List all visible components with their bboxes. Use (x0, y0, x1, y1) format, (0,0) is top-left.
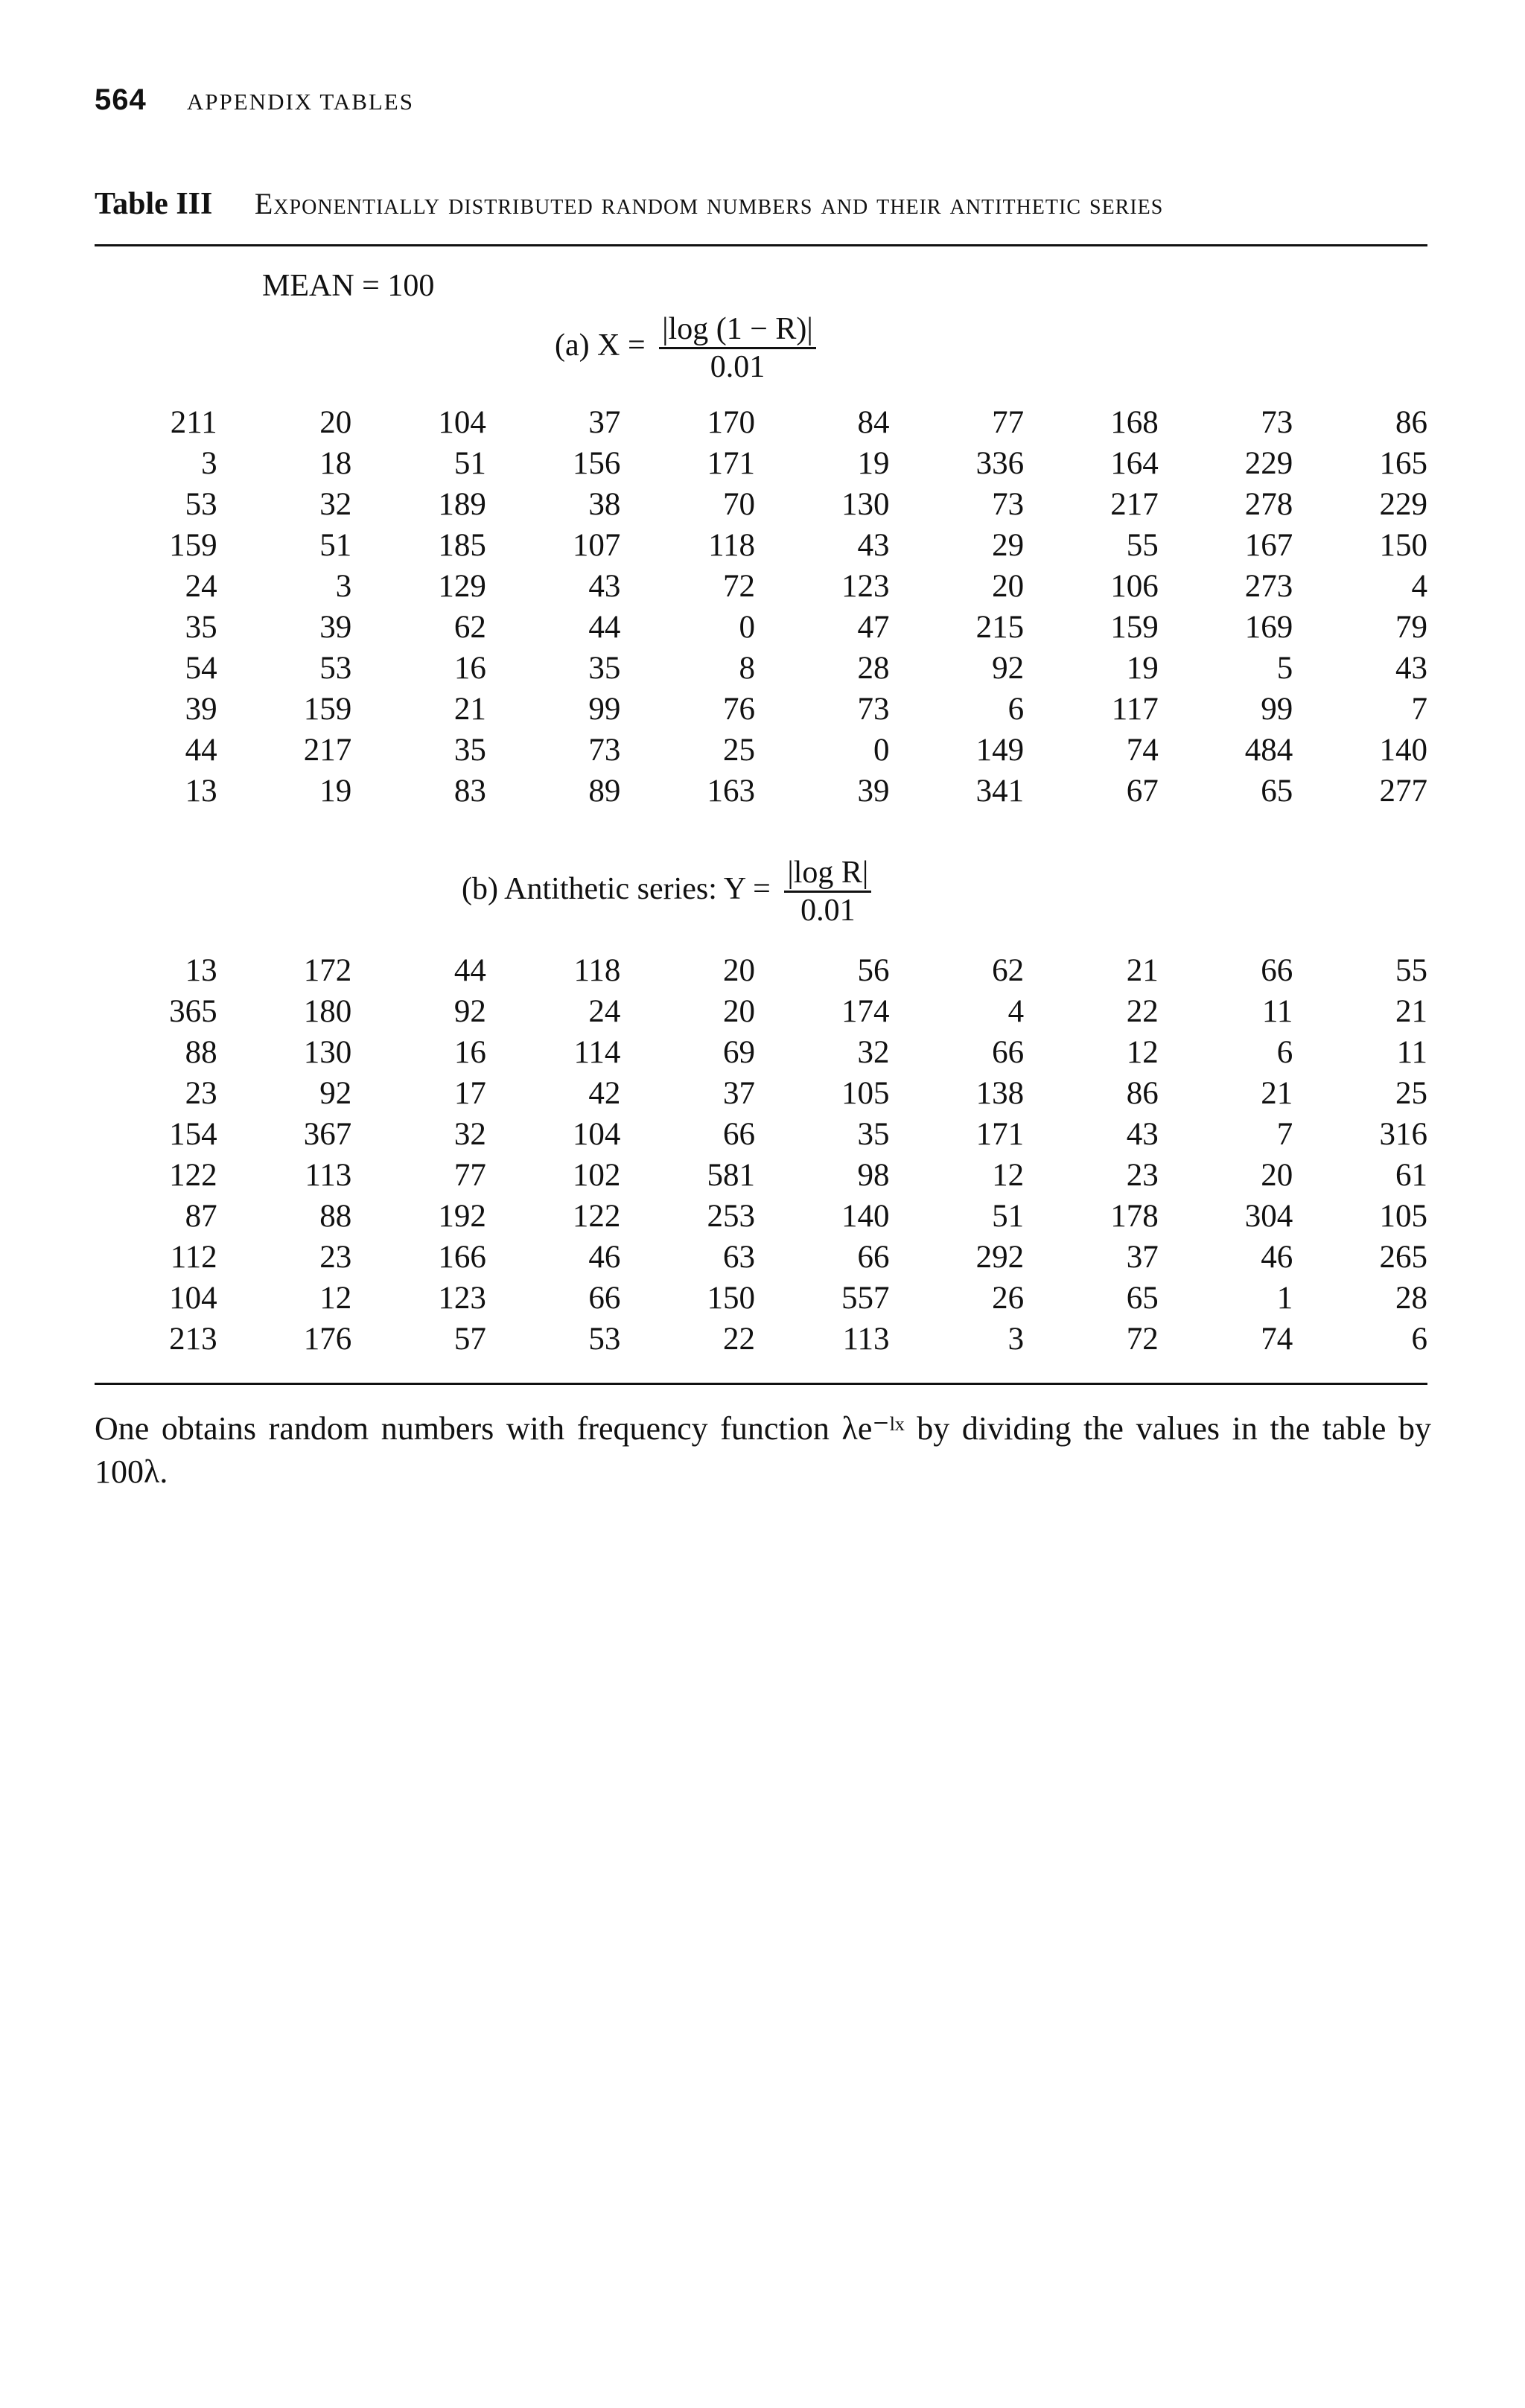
table-cell: 367 (303, 1117, 352, 1152)
table-title: Exponentially distributed random numbers and their antithetic series (254, 187, 1164, 220)
table-cell: 66 (722, 1117, 755, 1152)
table-cell: 99 (1261, 692, 1293, 727)
table-cell: 73 (857, 692, 890, 727)
table-cell: 122 (572, 1199, 621, 1234)
table-cell: 89 (588, 774, 621, 809)
table-cell: 32 (857, 1035, 890, 1070)
table-cell: 99 (588, 692, 621, 727)
table-label: Table III (95, 187, 213, 221)
table-cell: 122 (169, 1158, 217, 1193)
table-cell: 102 (572, 1158, 621, 1193)
table-cell: 156 (572, 446, 621, 481)
table-row (95, 950, 1427, 991)
table-cell: 169 (1244, 610, 1293, 645)
table-cell: 23 (185, 1076, 217, 1111)
table-cell: 130 (303, 1035, 352, 1070)
table-cell: 38 (588, 487, 621, 522)
table-cell: 37 (722, 1076, 755, 1111)
table-cell: 88 (185, 1035, 217, 1070)
table-cell: 79 (1395, 610, 1427, 645)
table-cell: 316 (1379, 1117, 1427, 1152)
table-cell: 74 (1126, 733, 1159, 768)
table-cell: 217 (303, 733, 352, 768)
table-cell: 92 (453, 994, 486, 1029)
table-cell: 42 (588, 1076, 621, 1111)
table-cell: 53 (588, 1322, 621, 1357)
running-head (95, 83, 414, 117)
table-cell: 28 (1395, 1281, 1427, 1316)
table-cell: 253 (707, 1199, 755, 1234)
table-cell: 129 (438, 569, 486, 604)
table-cell: 47 (857, 610, 890, 645)
top-rule (95, 244, 1427, 246)
table-cell: 44 (453, 953, 486, 988)
table-cell: 22 (1126, 994, 1159, 1029)
table-cell: 1 (1276, 1281, 1293, 1316)
bottom-rule (95, 1383, 1427, 1385)
table-row (95, 1237, 1427, 1278)
table-cell: 77 (453, 1158, 486, 1193)
table-cell: 4 (1007, 994, 1025, 1029)
table-cell: 39 (319, 610, 352, 645)
table-row (95, 648, 1427, 689)
table-cell: 20 (722, 953, 755, 988)
table-cell: 4 (1411, 569, 1427, 604)
table-row (95, 689, 1427, 730)
table-cell: 44 (185, 733, 217, 768)
table-cell: 63 (722, 1240, 755, 1275)
table-row (95, 525, 1427, 566)
table-cell: 105 (1379, 1199, 1427, 1234)
table-cell: 106 (1110, 569, 1159, 604)
formula-b-fraction (784, 855, 871, 929)
formula-a (555, 311, 816, 385)
table-cell: 130 (841, 487, 890, 522)
table-cell: 13 (185, 774, 217, 809)
table-cell: 74 (1261, 1322, 1293, 1357)
table-cell: 7 (1411, 692, 1427, 727)
table-cell: 20 (319, 405, 352, 440)
table-row (95, 566, 1427, 607)
table-cell: 213 (169, 1322, 217, 1357)
table-cell: 164 (1110, 446, 1159, 481)
table-cell: 171 (707, 446, 755, 481)
table-cell: 17 (453, 1076, 486, 1111)
table-cell: 278 (1244, 487, 1293, 522)
table-cell: 176 (303, 1322, 352, 1357)
table-cell: 87 (185, 1199, 217, 1234)
table-cell: 20 (722, 994, 755, 1029)
table-cell: 62 (992, 953, 1025, 988)
table-cell: 72 (1126, 1322, 1159, 1357)
table-row (95, 402, 1427, 443)
table-cell: 43 (1395, 651, 1427, 686)
table-cell: 170 (707, 405, 755, 440)
table-cell: 86 (1126, 1076, 1159, 1111)
table-row (95, 1155, 1427, 1196)
table-cell: 25 (1395, 1076, 1427, 1111)
table-cell: 72 (722, 569, 755, 604)
table-cell: 67 (1126, 774, 1159, 809)
table-cell: 159 (303, 692, 352, 727)
table-cell: 107 (572, 528, 621, 563)
table-row (95, 443, 1427, 484)
table-cell: 21 (1395, 994, 1427, 1029)
table-row (95, 484, 1427, 525)
table-row (95, 771, 1427, 812)
table-cell: 138 (975, 1076, 1025, 1111)
table-cell: 336 (975, 446, 1025, 481)
table-cell: 84 (857, 405, 890, 440)
table-cell: 21 (1126, 953, 1159, 988)
table-cell: 12 (992, 1158, 1025, 1193)
formula-b-numerator: |log R| (784, 855, 871, 893)
table-cell: 166 (438, 1240, 486, 1275)
table-cell: 167 (1244, 528, 1293, 563)
table-cell: 277 (1379, 774, 1427, 809)
table-cell: 19 (857, 446, 890, 481)
table-row (95, 1319, 1427, 1360)
table-row (95, 1073, 1427, 1114)
table-cell: 140 (1379, 733, 1427, 768)
table-row (95, 607, 1427, 648)
formula-a-denominator: 0.01 (710, 350, 765, 384)
table-cell: 11 (1396, 1035, 1427, 1070)
table-cell: 16 (453, 651, 486, 686)
table-cell: 165 (1379, 446, 1427, 481)
table-cell: 172 (303, 953, 352, 988)
table-cell: 65 (1126, 1281, 1159, 1316)
table-cell: 0 (873, 733, 890, 768)
table-cell: 185 (438, 528, 486, 563)
table-cell: 22 (722, 1322, 755, 1357)
table-cell: 174 (841, 994, 890, 1029)
table-cell: 92 (319, 1076, 352, 1111)
table-cell: 118 (573, 953, 621, 988)
running-head-title: APPENDIX TABLES (186, 89, 414, 115)
table-cell: 581 (707, 1158, 755, 1193)
table-cell: 5 (1276, 651, 1293, 686)
table-cell: 88 (319, 1199, 352, 1234)
table-cell: 51 (319, 528, 352, 563)
table-cell: 11 (1261, 994, 1293, 1029)
table-cell: 44 (588, 610, 621, 645)
table-cell: 24 (588, 994, 621, 1029)
table-cell: 104 (572, 1117, 621, 1152)
table-cell: 98 (857, 1158, 890, 1193)
table-cell: 37 (1126, 1240, 1159, 1275)
table-cell: 159 (169, 528, 217, 563)
table-cell: 51 (992, 1199, 1025, 1234)
table-cell: 65 (1261, 774, 1293, 809)
table-cell: 189 (438, 487, 486, 522)
table-cell: 3 (1007, 1322, 1025, 1357)
table-row (95, 1114, 1427, 1155)
table-cell: 37 (588, 405, 621, 440)
table-cell: 61 (1395, 1158, 1427, 1193)
table-cell: 12 (319, 1281, 352, 1316)
table-cell: 217 (1110, 487, 1159, 522)
table-cell: 304 (1244, 1199, 1293, 1234)
series-b-table (95, 950, 1427, 1360)
table-cell: 7 (1276, 1117, 1293, 1152)
table-cell: 70 (722, 487, 755, 522)
table-cell: 73 (1261, 405, 1293, 440)
table-cell: 46 (1261, 1240, 1293, 1275)
table-cell: 229 (1379, 487, 1427, 522)
table-cell: 3 (201, 446, 217, 481)
table-cell: 46 (588, 1240, 621, 1275)
table-cell: 66 (992, 1035, 1025, 1070)
formula-b (462, 855, 871, 929)
table-cell: 341 (975, 774, 1025, 809)
table-cell: 168 (1110, 405, 1159, 440)
formula-a-prefix: (a) X = (555, 328, 646, 363)
table-cell: 117 (1111, 692, 1159, 727)
table-cell: 66 (588, 1281, 621, 1316)
table-cell: 66 (857, 1240, 890, 1275)
table-cell: 73 (588, 733, 621, 768)
table-cell: 180 (303, 994, 352, 1029)
table-cell: 112 (170, 1240, 217, 1275)
series-a-table (95, 402, 1427, 812)
table-cell: 92 (992, 651, 1025, 686)
table-cell: 211 (170, 405, 217, 440)
mean-label: MEAN = 100 (262, 269, 435, 303)
table-cell: 43 (857, 528, 890, 563)
table-cell: 39 (857, 774, 890, 809)
table-cell: 265 (1379, 1240, 1427, 1275)
table-cell: 163 (707, 774, 755, 809)
table-cell: 32 (453, 1117, 486, 1152)
formula-b-prefix: (b) Antithetic series: Y = (462, 872, 771, 907)
table-cell: 3 (335, 569, 352, 604)
table-cell: 18 (319, 446, 352, 481)
table-cell: 365 (169, 994, 217, 1029)
formula-b-denominator: 0.01 (800, 894, 856, 928)
table-cell: 19 (319, 774, 352, 809)
table-cell: 35 (453, 733, 486, 768)
table-cell: 19 (1126, 651, 1159, 686)
table-cell: 21 (1261, 1076, 1293, 1111)
table-cell: 35 (588, 651, 621, 686)
table-row (95, 991, 1427, 1032)
table-cell: 292 (975, 1240, 1025, 1275)
table-row (95, 1278, 1427, 1319)
table-cell: 69 (722, 1035, 755, 1070)
table-cell: 557 (841, 1281, 890, 1316)
table-cell: 20 (1261, 1158, 1293, 1193)
formula-a-fraction (659, 311, 816, 385)
table-cell: 178 (1110, 1199, 1159, 1234)
table-cell: 118 (708, 528, 755, 563)
table-cell: 123 (438, 1281, 486, 1316)
table-cell: 23 (319, 1240, 352, 1275)
table-cell: 192 (438, 1199, 486, 1234)
table-cell: 150 (707, 1281, 755, 1316)
table-cell: 43 (1126, 1117, 1159, 1152)
table-cell: 35 (857, 1117, 890, 1152)
table-cell: 114 (573, 1035, 621, 1070)
table-cell: 149 (975, 733, 1025, 768)
table-cell: 113 (842, 1322, 890, 1357)
table-cell: 53 (319, 651, 352, 686)
table-footnote: One obtains random numbers with frequency function λe⁻ˡˣ by dividing the values in the table by 100λ. (95, 1410, 1431, 1490)
table-cell: 6 (1007, 692, 1025, 727)
table-cell: 140 (841, 1199, 890, 1234)
table-cell: 66 (1261, 953, 1293, 988)
table-cell: 154 (169, 1117, 217, 1152)
table-cell: 21 (453, 692, 486, 727)
table-cell: 123 (841, 569, 890, 604)
table-cell: 62 (453, 610, 486, 645)
table-row (95, 1032, 1427, 1073)
table-cell: 113 (305, 1158, 352, 1193)
table-cell: 6 (1276, 1035, 1293, 1070)
table-cell: 76 (722, 692, 755, 727)
table-cell: 104 (169, 1281, 217, 1316)
table-cell: 28 (857, 651, 890, 686)
table-cell: 16 (453, 1035, 486, 1070)
table-cell: 51 (453, 446, 486, 481)
table-cell: 24 (185, 569, 217, 604)
table-row (95, 730, 1427, 771)
table-caption (95, 186, 1435, 222)
table-cell: 25 (722, 733, 755, 768)
table-cell: 56 (857, 953, 890, 988)
table-cell: 55 (1126, 528, 1159, 563)
table-cell: 23 (1126, 1158, 1159, 1193)
table-cell: 215 (975, 610, 1025, 645)
table-cell: 83 (453, 774, 486, 809)
table-cell: 12 (1126, 1035, 1159, 1070)
table-cell: 6 (1411, 1322, 1427, 1357)
table-cell: 26 (992, 1281, 1025, 1316)
table-cell: 77 (992, 405, 1025, 440)
table-cell: 20 (992, 569, 1025, 604)
table-cell: 150 (1379, 528, 1427, 563)
table-cell: 171 (975, 1117, 1025, 1152)
table-cell: 484 (1244, 733, 1293, 768)
table-cell: 86 (1395, 405, 1427, 440)
table-cell: 13 (185, 953, 217, 988)
table-row (95, 1196, 1427, 1237)
table-cell: 105 (841, 1076, 890, 1111)
table-cell: 159 (1110, 610, 1159, 645)
table-cell: 104 (438, 405, 486, 440)
table-cell: 273 (1244, 569, 1293, 604)
page-number: 564 (95, 83, 147, 116)
table-cell: 32 (319, 487, 352, 522)
table-cell: 43 (588, 569, 621, 604)
table-cell: 55 (1395, 953, 1427, 988)
table-cell: 39 (185, 692, 217, 727)
table-cell: 35 (185, 610, 217, 645)
table-cell: 73 (992, 487, 1025, 522)
table-cell: 54 (185, 651, 217, 686)
table-cell: 29 (992, 528, 1025, 563)
table-cell: 57 (453, 1322, 486, 1357)
formula-a-numerator: |log (1 − R)| (659, 311, 816, 349)
table-cell: 8 (739, 651, 755, 686)
table-cell: 0 (739, 610, 755, 645)
table-cell: 229 (1244, 446, 1293, 481)
table-cell: 53 (185, 487, 217, 522)
